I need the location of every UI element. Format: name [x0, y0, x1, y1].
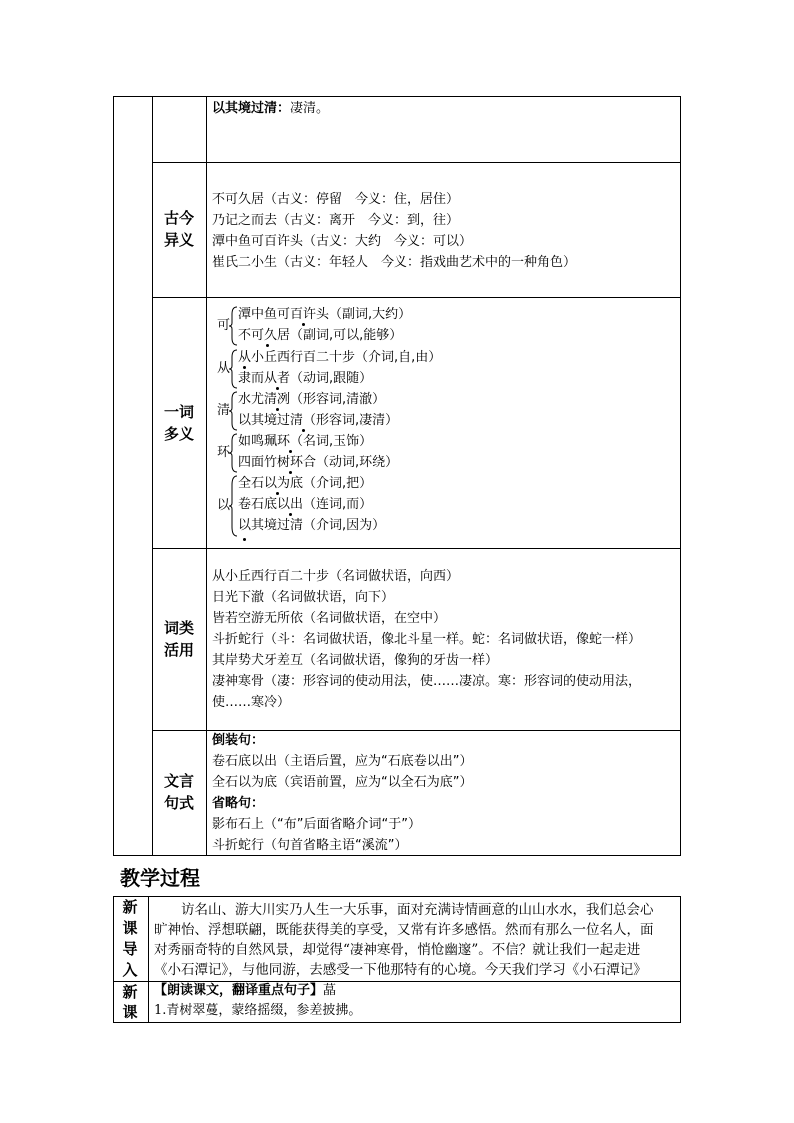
yici-char-qing: 清	[217, 403, 231, 418]
yici-qing-line-2: 以其境过清（形容词,凄清）	[238, 413, 399, 428]
yici-cong-line-1: 从小丘西行百二十步（介词,自,由）	[238, 350, 442, 365]
wenyan-line-1: 卷石底以出（主语后置，应为“石底卷以出”）	[212, 754, 473, 769]
xinke-label-1: 新	[122, 983, 138, 1001]
gujin-line-3: 潭中鱼可百许头（古义：大约 今义：可以）	[212, 234, 473, 249]
xinke-label	[118, 982, 142, 1022]
gujin-line-1: 不可久居（古义：停留 今义：住，居住）	[212, 192, 460, 207]
lower-border-right	[680, 896, 681, 1023]
daoru-label-3: 导	[122, 940, 138, 958]
wenyan-line-4: 斗折蛇行（句首省略主语“溪流”）	[212, 838, 408, 853]
yici-label-line1: 一词	[163, 403, 194, 421]
table-border-col2	[206, 96, 207, 856]
cilei-label-line2: 活用	[163, 641, 194, 659]
wenyan-heading-2: 省略句：	[212, 796, 265, 811]
wenyan-label-line1: 文言	[163, 772, 194, 790]
cilei-line-1: 从小丘西行百二十步（名词做状语，向西）	[212, 569, 460, 584]
gujin-label	[154, 207, 204, 251]
cilei-line-2: 日光下澈（名词做状语，向下）	[212, 590, 395, 605]
xinke-heading	[154, 981, 336, 1001]
daoru-line-3: 对秀丽奇特的自然风景，却觉得“凄神寒骨，悄怆幽邃”。不信？就让我们一起走进	[154, 942, 641, 958]
yici-yi-line-3: 以其境过清（介词,因为）	[238, 518, 386, 533]
xinke-label-2: 课	[122, 1003, 138, 1021]
gujin-line-4: 崔氏二小生（古义：年轻人 今义：指戏曲艺术中的一种角色）	[212, 255, 577, 270]
emphasis-dot	[276, 492, 279, 495]
row-divider-2	[152, 297, 681, 298]
gujin-line-2: 乃记之而去（古义：离开 今义：到，往）	[212, 213, 460, 228]
yici-char-yi: 以	[217, 498, 231, 513]
xinke-heading-text: 【朗读课文，翻译重点句子】	[154, 983, 324, 998]
cilei-line-5: 其岸势犬牙差互（名词做状语，像狗的牙齿一样）	[212, 653, 499, 668]
table-border-left	[113, 96, 114, 856]
gujin-label-line1: 古今	[163, 209, 194, 227]
section-title: 教学过程	[120, 866, 200, 890]
daoru-label-4: 入	[122, 961, 138, 979]
daoru-label-2: 课	[122, 919, 138, 937]
yici-label-line2: 多义	[163, 425, 194, 443]
wenyan-label-line2: 句式	[163, 794, 194, 812]
cilei-line-4: 斗折蛇行（斗：名词做状语，像北斗星一样。蛇：名词做状语，像蛇一样）	[212, 632, 642, 647]
daoru-line-2: 旷神怡、浮想联翩，既能获得美的享受，又常有许多感悟。然而有那么一位名人，面	[154, 922, 654, 938]
table-border-top	[113, 96, 681, 97]
lower-border-left	[113, 896, 114, 1023]
top-row-value: 凄清。	[290, 101, 330, 116]
yici-char-cong: 从	[217, 361, 231, 376]
wenyan-label	[154, 770, 204, 814]
wenyan-line-2: 全石以为底（宾语前置，应为“以全石为底”）	[212, 775, 473, 790]
daoru-line-4: 《小石潭记》，与他同游，去感受一下他那特有的心境。今天我们学习《小石潭记》	[154, 962, 647, 978]
cilei-line-6: 凄神寒骨（凄：形容词的使动用法，使……凄凉。寒：形容词的使动用法，	[212, 674, 642, 689]
xinke-line-1: 1.青树翠蔓，蒙络摇缀，参差披拂。	[154, 1003, 362, 1018]
row-divider-3	[152, 548, 681, 549]
emphasis-dot	[243, 366, 246, 369]
yici-cong-line-2: 隶而从者（动词,跟随）	[238, 371, 373, 386]
yici-char-ke: 可	[217, 318, 231, 333]
yici-qing-line-1: 水尤清冽（形容词,清澈）	[238, 392, 386, 407]
emphasis-dot	[276, 408, 279, 411]
daoru-label-1: 新	[122, 898, 138, 916]
cilei-line-7: 使……寒冷）	[212, 695, 291, 710]
cilei-label-line1: 词类	[163, 619, 194, 637]
yici-ke-line-2: 不可久居（副词,可以,能够）	[238, 328, 403, 343]
emphasis-dot	[289, 450, 292, 453]
top-row-label: 以其境过清：	[212, 101, 291, 116]
table-border-right	[680, 96, 681, 856]
yici-huan-line-1: 如鸣珮环（名词,玉饰）	[238, 434, 373, 449]
table-border-col1	[152, 96, 153, 856]
emphasis-dot	[289, 513, 292, 516]
cilei-line-3: 皆若空游无所依（名词做状语，在空中）	[212, 611, 447, 626]
daoru-line-1: 访名山、游大川实乃人生一大乐事，面对充满诗情画意的山山水水，我们总会心	[154, 902, 654, 918]
cilei-label	[154, 617, 204, 661]
yici-huan-line-2: 四面竹树环合（动词,环绕）	[238, 455, 399, 470]
wenyan-line-3: 影布石上（“布”后面省略介词“于”）	[212, 817, 421, 832]
emphasis-dot	[243, 538, 246, 541]
yici-label	[154, 401, 204, 445]
row-divider-1	[152, 162, 681, 163]
yici-yi-line-1: 全石以为底（介词,把）	[238, 476, 373, 491]
lower-border-bottom	[113, 1022, 681, 1023]
gujin-label-line2: 异义	[163, 231, 194, 249]
lower-border-col	[148, 896, 149, 1023]
yici-char-huan: 环	[217, 445, 231, 460]
daoru-label	[118, 897, 142, 981]
xinke-heading-suffix: 蕌	[323, 983, 337, 998]
emphasis-dot	[302, 323, 305, 326]
yici-yi-line-2: 卷石底以出（连词,而）	[238, 497, 373, 512]
wenyan-heading-1: 倒装句：	[212, 733, 265, 748]
lower-border-top	[113, 896, 681, 897]
top-row-text	[212, 98, 329, 119]
yici-ke-line-1: 潭中鱼可百许头（副词,大约）	[238, 307, 412, 322]
